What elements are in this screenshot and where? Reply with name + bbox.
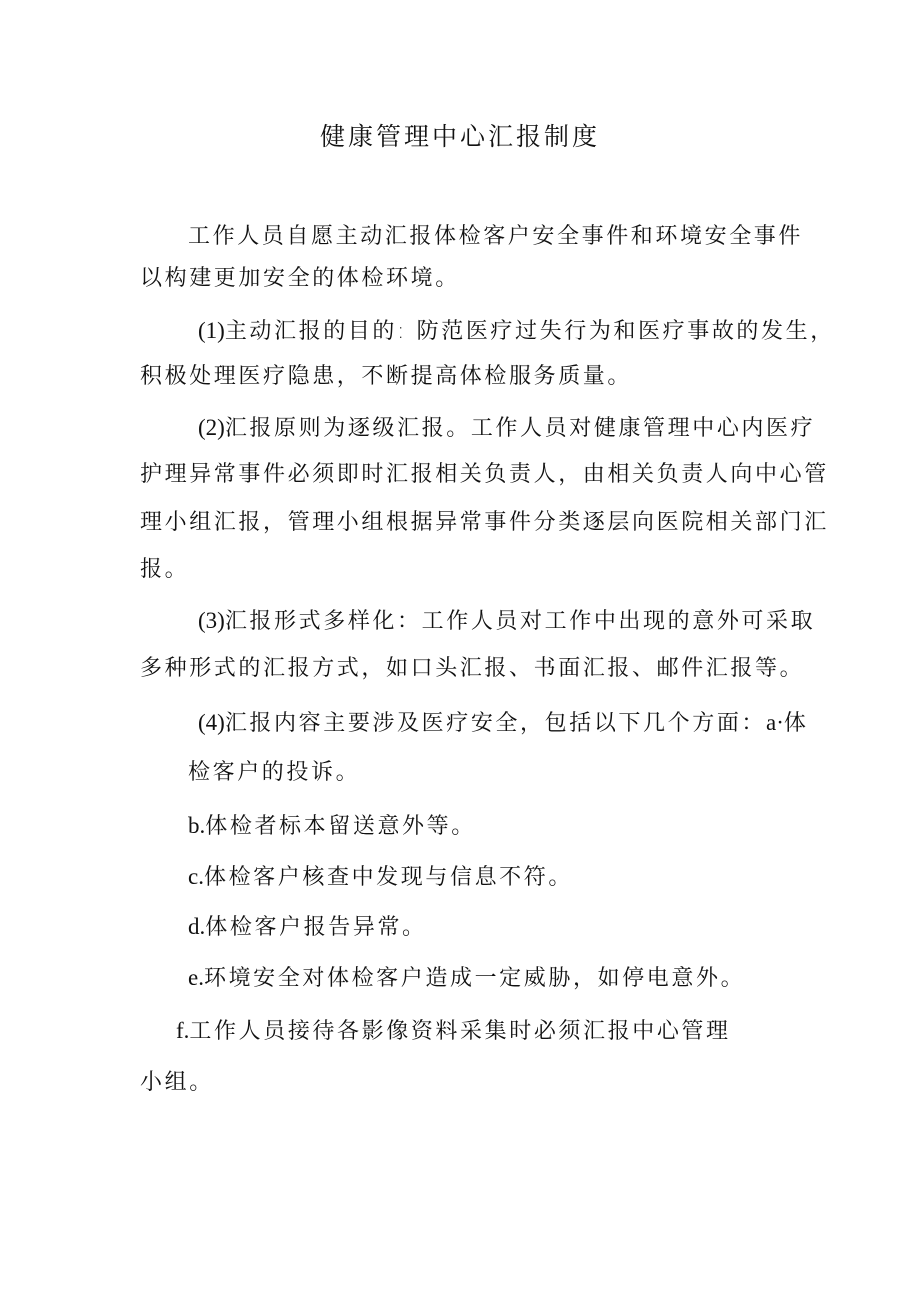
sub-item-f-line-2: 小组。 [140, 1070, 214, 1095]
sub-e-text: 环境安全对体检客户造成一定威胁，如停电意外。 [203, 966, 746, 991]
sub-d-text: 体检客户报告异常。 [205, 915, 427, 940]
item-4-line-1 [198, 708, 809, 739]
intro-line-1: 工作人员自愿主动汇报体检客户安全事件和环境安全事件 [188, 224, 804, 249]
item-4-marker: (4) [198, 710, 225, 735]
sub-item-b [188, 811, 476, 842]
item-3-text: 汇报形式多样化：工作人员对工作中出现的意外可采取 [224, 609, 816, 634]
item-4-sub-a-tail: 体 [783, 711, 809, 736]
item-1-line-2: 积极处理医疗隐患，不断提高体检服务质量。 [140, 364, 633, 389]
item-2-line-3: 理小组汇报，管理小组根据异常事件分类逐层向医院相关部门汇 [140, 510, 829, 535]
sub-item-c [188, 862, 573, 893]
sub-f-marker: f. [176, 1018, 190, 1043]
intro-line-2: 以构建更加安全的体检环境。 [140, 266, 460, 291]
item-2-line-1 [198, 413, 815, 444]
item-2-marker: (2) [198, 415, 225, 440]
item-4-sub-a-marker: a· [766, 710, 784, 735]
sub-b-marker: b. [188, 813, 206, 838]
sub-e-marker: e. [188, 965, 204, 990]
item-4-line-2: 检客户的投诉。 [188, 760, 361, 785]
item-1-text: 主动汇报的目的: 防范医疗过失行为和医疗事故的发生， [224, 319, 835, 344]
item-2-text: 汇报原则为逐级汇报。工作人员对健康管理中心内医疗 [224, 416, 816, 441]
sub-f-text: 工作人员接待各影像资料采集时必须汇报中心管理 [189, 1019, 731, 1044]
sub-b-text: 体检者标本留送意外等。 [205, 814, 476, 839]
sub-c-marker: c. [188, 864, 204, 889]
sub-item-d [188, 912, 427, 943]
item-4-text: 汇报内容主要涉及医疗安全，包括以下几个方面： [224, 711, 767, 736]
sub-c-text: 体检客户核查中发现与信息不符。 [203, 865, 573, 890]
item-3-line-1 [198, 606, 815, 637]
item-3-line-2: 多种形式的汇报方式，如口头汇报、书面汇报、邮件汇报等。 [140, 656, 805, 681]
item-1-marker: (1) [198, 318, 225, 343]
sub-item-e [188, 963, 745, 994]
item-2-line-4: 报。 [140, 557, 190, 582]
item-2-line-2: 护理异常事件必须即时汇报相关负责人，由相关负责人向中心管 [140, 462, 829, 487]
item-1-line-1 [198, 316, 835, 347]
item-3-marker: (3) [198, 608, 225, 633]
sub-d-marker: d. [188, 914, 206, 939]
document-title: 健康管理中心汇报制度 [319, 122, 600, 151]
sub-item-f-line-1 [176, 1016, 731, 1047]
